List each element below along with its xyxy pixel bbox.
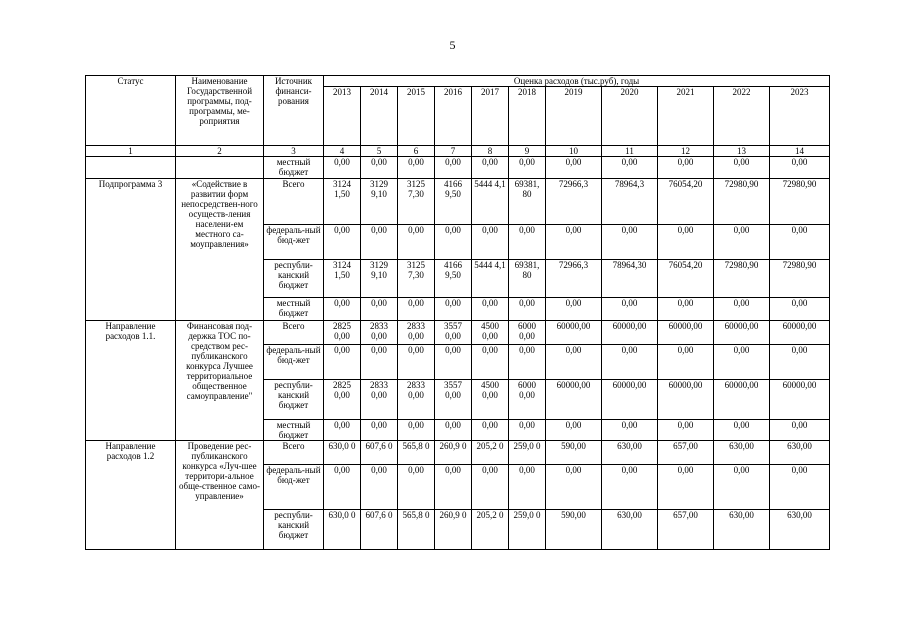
value-cell: 0,00	[398, 298, 435, 321]
value-cell: 0,00	[546, 465, 602, 510]
header-status: Статус	[86, 76, 176, 146]
value-cell: 259,0 0	[509, 441, 546, 465]
value-cell: 0,00	[658, 345, 714, 380]
value-cell: 3124 1,50	[324, 179, 361, 225]
header-estimate: Оценка расходов (тыс.руб), годы	[324, 76, 830, 87]
value-cell: 0,00	[435, 465, 472, 510]
value-cell: 0,00	[602, 420, 658, 441]
value-cell: 72980,90	[714, 260, 770, 298]
value-cell: 60000,00	[714, 321, 770, 345]
value-cell: 260,9 0	[435, 510, 472, 550]
value-cell: 0,00	[361, 420, 398, 441]
value-cell: 5444 4,1	[472, 260, 509, 298]
value-cell: 630,00	[714, 441, 770, 465]
value-cell: 0,00	[714, 420, 770, 441]
status-cell	[86, 157, 176, 179]
column-number: 7	[435, 146, 472, 157]
value-cell: 0,00	[472, 225, 509, 260]
value-cell: 6000 0,00	[509, 380, 546, 420]
value-cell: 72966,3	[546, 260, 602, 298]
value-cell: 0,00	[324, 345, 361, 380]
value-cell: 0,00	[472, 157, 509, 179]
value-cell: 0,00	[398, 225, 435, 260]
value-cell: 205,2 0	[472, 441, 509, 465]
value-cell: 2833 0,00	[361, 321, 398, 345]
value-cell: 0,00	[435, 345, 472, 380]
value-cell: 0,00	[658, 465, 714, 510]
value-cell: 60000,00	[602, 321, 658, 345]
value-cell: 0,00	[435, 420, 472, 441]
column-number: 12	[658, 146, 714, 157]
value-cell: 4166 9,50	[435, 260, 472, 298]
value-cell: 60000,00	[770, 321, 830, 345]
value-cell: 0,00	[714, 157, 770, 179]
value-cell: 0,00	[472, 420, 509, 441]
value-cell: 4500 0,00	[472, 321, 509, 345]
value-cell: 0,00	[509, 345, 546, 380]
value-cell: 69381, 80	[509, 179, 546, 225]
value-cell: 3557 0,00	[435, 380, 472, 420]
value-cell: 0,00	[324, 420, 361, 441]
value-cell: 0,00	[546, 298, 602, 321]
column-number: 14	[770, 146, 830, 157]
header-source: Источник финанси-рования	[264, 76, 324, 146]
column-number: 3	[264, 146, 324, 157]
value-cell: 78964,3	[602, 179, 658, 225]
source-cell: местный бюджет	[264, 157, 324, 179]
value-cell: 0,00	[770, 157, 830, 179]
value-cell: 2833 0,00	[398, 380, 435, 420]
value-cell: 4166 9,50	[435, 179, 472, 225]
name-cell: «Содействие в развитии форм непосредствен-ного осуществ-ления населени-ем местного са-моуправления»	[176, 179, 264, 321]
value-cell: 630,00	[770, 441, 830, 465]
value-cell: 0,00	[509, 465, 546, 510]
value-cell: 60000,00	[602, 380, 658, 420]
value-cell: 3557 0,00	[435, 321, 472, 345]
name-cell: Финансовая под-держка ТОС по-средством рес-публиканского конкурса Лучшее территориальное общественное самоуправление"	[176, 321, 264, 441]
column-number: 11	[602, 146, 658, 157]
value-cell: 2825 0,00	[324, 321, 361, 345]
value-cell: 657,00	[658, 510, 714, 550]
status-cell: Подпрограмма 3	[86, 179, 176, 321]
value-cell: 6000 0,00	[509, 321, 546, 345]
source-cell: местный бюджет	[264, 420, 324, 441]
table-row	[86, 157, 830, 179]
header-year: 2023	[770, 87, 830, 146]
value-cell: 0,00	[546, 225, 602, 260]
value-cell: 0,00	[546, 420, 602, 441]
value-cell: 3129 9,10	[361, 260, 398, 298]
value-cell: 2825 0,00	[324, 380, 361, 420]
header-year: 2016	[435, 87, 472, 146]
value-cell: 0,00	[509, 225, 546, 260]
source-cell: республи-канский бюджет	[264, 260, 324, 298]
header-year: 2020	[602, 87, 658, 146]
page-number: 5	[449, 38, 456, 52]
value-cell: 0,00	[472, 345, 509, 380]
status-cell: Направление расходов 1.2	[86, 441, 176, 550]
value-cell: 657,00	[658, 441, 714, 465]
value-cell: 0,00	[770, 298, 830, 321]
value-cell: 630,00	[770, 510, 830, 550]
value-cell: 0,00	[714, 298, 770, 321]
value-cell: 607,6 0	[361, 441, 398, 465]
value-cell: 0,00	[324, 298, 361, 321]
value-cell: 3129 9,10	[361, 179, 398, 225]
value-cell: 0,00	[361, 298, 398, 321]
value-cell: 76054,20	[658, 260, 714, 298]
header-row	[86, 76, 830, 87]
value-cell: 3124 1,50	[324, 260, 361, 298]
value-cell: 0,00	[398, 420, 435, 441]
value-cell: 205,2 0	[472, 510, 509, 550]
column-number: 1	[86, 146, 176, 157]
source-cell: Всего	[264, 321, 324, 345]
value-cell: 0,00	[435, 225, 472, 260]
value-cell: 78964,30	[602, 260, 658, 298]
value-cell: 0,00	[435, 157, 472, 179]
value-cell: 0,00	[658, 225, 714, 260]
value-cell: 630,00	[602, 510, 658, 550]
header-year: 2017	[472, 87, 509, 146]
value-cell: 2833 0,00	[361, 380, 398, 420]
value-cell: 0,00	[509, 298, 546, 321]
value-cell: 0,00	[714, 225, 770, 260]
value-cell: 76054,20	[658, 179, 714, 225]
column-number: 8	[472, 146, 509, 157]
table-row	[86, 441, 830, 465]
value-cell: 0,00	[546, 157, 602, 179]
value-cell: 60000,00	[714, 380, 770, 420]
value-cell: 0,00	[361, 465, 398, 510]
value-cell: 60000,00	[546, 321, 602, 345]
value-cell: 0,00	[546, 345, 602, 380]
value-cell: 0,00	[770, 420, 830, 441]
value-cell: 0,00	[398, 157, 435, 179]
value-cell: 0,00	[714, 345, 770, 380]
column-number: 4	[324, 146, 361, 157]
value-cell: 259,0 0	[509, 510, 546, 550]
value-cell: 0,00	[361, 225, 398, 260]
header-year: 2021	[658, 87, 714, 146]
value-cell: 0,00	[714, 465, 770, 510]
value-cell: 0,00	[361, 157, 398, 179]
budget-table	[85, 75, 830, 550]
value-cell: 0,00	[658, 157, 714, 179]
table-row	[86, 321, 830, 345]
value-cell: 0,00	[472, 465, 509, 510]
value-cell: 0,00	[770, 225, 830, 260]
column-numbers-row	[86, 146, 830, 157]
value-cell: 0,00	[324, 157, 361, 179]
value-cell: 0,00	[324, 465, 361, 510]
source-cell: федераль-ный бюд-жет	[264, 225, 324, 260]
source-cell: республи-канский бюджет	[264, 510, 324, 550]
value-cell: 0,00	[435, 298, 472, 321]
value-cell: 0,00	[398, 465, 435, 510]
value-cell: 60000,00	[658, 321, 714, 345]
value-cell: 630,00	[602, 441, 658, 465]
column-number: 13	[714, 146, 770, 157]
value-cell: 0,00	[324, 225, 361, 260]
value-cell: 60000,00	[546, 380, 602, 420]
value-cell: 69381, 80	[509, 260, 546, 298]
value-cell: 72980,90	[770, 260, 830, 298]
value-cell: 0,00	[658, 420, 714, 441]
value-cell: 60000,00	[770, 380, 830, 420]
value-cell: 0,00	[602, 225, 658, 260]
value-cell: 0,00	[361, 345, 398, 380]
name-cell	[176, 157, 264, 179]
column-number: 9	[509, 146, 546, 157]
name-cell: Проведение рес-публиканского конкурса «Луч-шее территори-альное обще-ственное само-управление»	[176, 441, 264, 550]
column-number: 2	[176, 146, 264, 157]
value-cell: 630,00	[714, 510, 770, 550]
source-cell: Всего	[264, 179, 324, 225]
value-cell: 565,8 0	[398, 441, 435, 465]
value-cell: 4500 0,00	[472, 380, 509, 420]
value-cell: 0,00	[602, 345, 658, 380]
value-cell: 0,00	[658, 298, 714, 321]
column-number: 6	[398, 146, 435, 157]
table-row	[86, 179, 830, 225]
value-cell: 630,0 0	[324, 510, 361, 550]
header-year: 2022	[714, 87, 770, 146]
source-cell: федераль-ный бюд-жет	[264, 345, 324, 380]
value-cell: 72980,90	[770, 179, 830, 225]
source-cell: Всего	[264, 441, 324, 465]
value-cell: 590,00	[546, 510, 602, 550]
column-number: 10	[546, 146, 602, 157]
value-cell: 0,00	[602, 298, 658, 321]
value-cell: 0,00	[770, 345, 830, 380]
value-cell: 5444 4,1	[472, 179, 509, 225]
source-cell: федераль-ный бюд-жет	[264, 465, 324, 510]
value-cell: 565,8 0	[398, 510, 435, 550]
source-cell: республи-канский бюджет	[264, 380, 324, 420]
value-cell: 3125 7,30	[398, 179, 435, 225]
value-cell: 2833 0,00	[398, 321, 435, 345]
header-year: 2013	[324, 87, 361, 146]
value-cell: 60000,00	[658, 380, 714, 420]
header-name: Наименование Государственной программы, под-программы, ме-роприятия	[176, 76, 264, 146]
value-cell: 590,00	[546, 441, 602, 465]
header-year: 2019	[546, 87, 602, 146]
value-cell: 0,00	[472, 298, 509, 321]
value-cell: 0,00	[398, 345, 435, 380]
source-cell: местный бюджет	[264, 298, 324, 321]
header-year: 2014	[361, 87, 398, 146]
header-year: 2015	[398, 87, 435, 146]
value-cell: 3125 7,30	[398, 260, 435, 298]
value-cell: 0,00	[509, 420, 546, 441]
value-cell: 0,00	[602, 157, 658, 179]
value-cell: 607,6 0	[361, 510, 398, 550]
column-number: 5	[361, 146, 398, 157]
value-cell: 0,00	[509, 157, 546, 179]
header-year: 2018	[509, 87, 546, 146]
value-cell: 0,00	[602, 465, 658, 510]
value-cell: 260,9 0	[435, 441, 472, 465]
value-cell: 630,0 0	[324, 441, 361, 465]
value-cell: 72966,3	[546, 179, 602, 225]
value-cell: 72980,90	[714, 179, 770, 225]
value-cell: 0,00	[770, 465, 830, 510]
status-cell: Направление расходов 1.1.	[86, 321, 176, 441]
